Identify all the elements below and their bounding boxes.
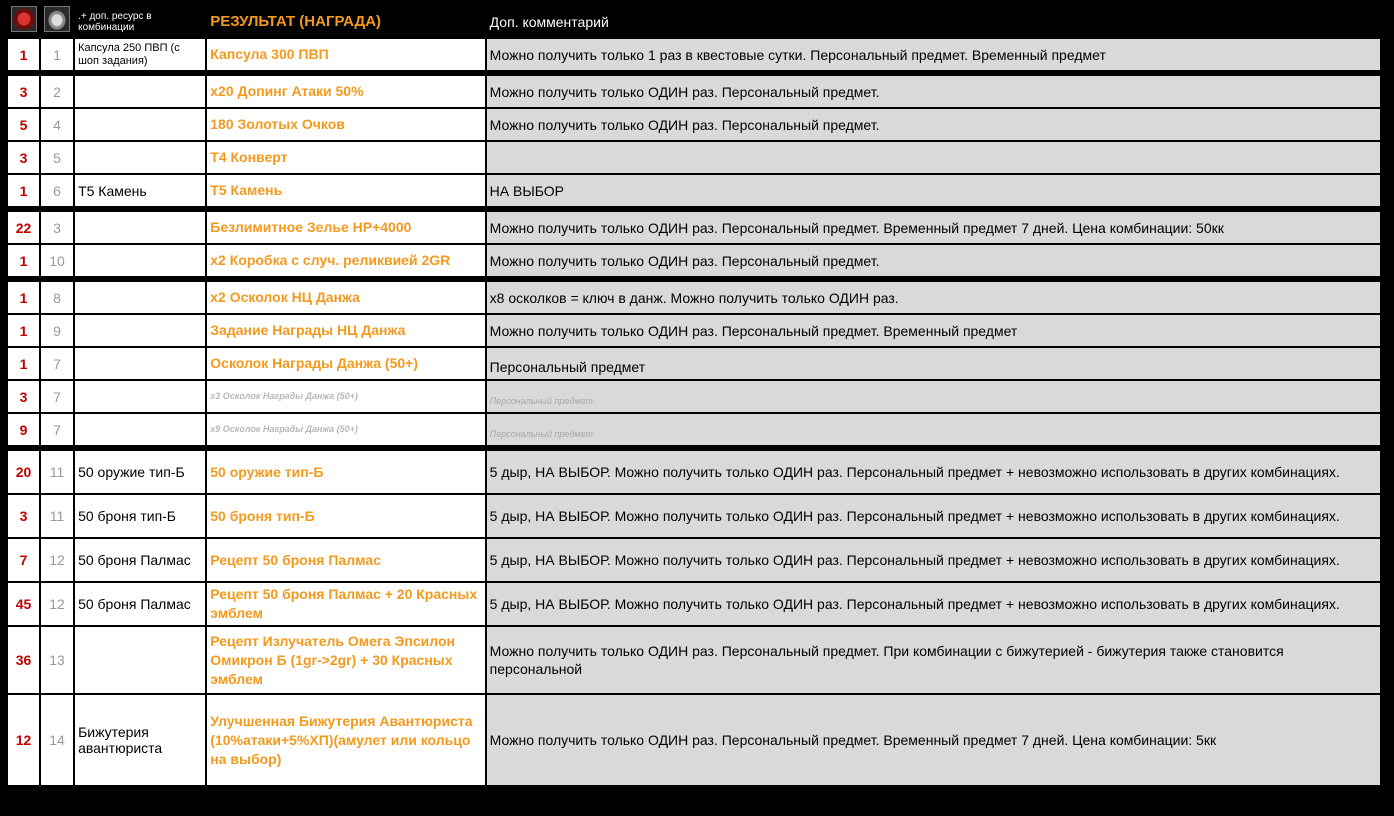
rewards-table xyxy=(6,4,1382,787)
row-count: 12 xyxy=(8,695,39,785)
row-result: 50 оружие тип-Б xyxy=(207,451,484,493)
table-row xyxy=(8,212,1380,243)
row-count: 5 xyxy=(8,109,39,140)
row-extra-resource: 50 броня тип-Б xyxy=(75,495,205,537)
row-comment: Можно получить только ОДИН раз. Персональный предмет. При комбинации с бижутерией - бижутерия также становится персональной xyxy=(487,627,1380,693)
row-id: 1 xyxy=(41,39,73,70)
table-row xyxy=(8,495,1380,537)
row-result: Т5 Камень xyxy=(207,175,484,206)
row-count: 20 xyxy=(8,451,39,493)
row-result: Улучшенная Бижутерия Авантюриста (10%атаки+5%ХП)(амулет или кольцо на выбор) xyxy=(207,695,484,785)
row-extra-resource xyxy=(75,142,205,173)
row-id: 13 xyxy=(41,627,73,693)
row-id: 3 xyxy=(41,212,73,243)
row-comment: 5 дыр, НА ВЫБОР. Можно получить только ОДИН раз. Персональный предмет + невозможно использовать в других комбинациях. xyxy=(487,539,1380,581)
row-extra-resource: 50 броня Палмас xyxy=(75,583,205,625)
row-result: Безлимитное Зелье HP+4000 xyxy=(207,212,484,243)
row-count: 36 xyxy=(8,627,39,693)
row-extra-resource: 50 оружие тип-Б xyxy=(75,451,205,493)
row-result: Капсула 300 ПВП xyxy=(207,39,484,70)
row-comment: 5 дыр, НА ВЫБОР. Можно получить только ОДИН раз. Персональный предмет + невозможно использовать в других комбинациях. xyxy=(487,583,1380,625)
row-extra-resource xyxy=(75,348,205,379)
table-row xyxy=(8,414,1380,445)
table-row xyxy=(8,76,1380,107)
row-extra-resource xyxy=(75,381,205,412)
row-id: 11 xyxy=(41,495,73,537)
group-divider xyxy=(8,278,1380,280)
row-count: 1 xyxy=(8,348,39,379)
row-result: x9 Осколок Награды Данжа (50+) xyxy=(207,414,484,445)
gem-stone-icon xyxy=(44,6,70,32)
row-result: x3 Осколок Награды Данжа (50+) xyxy=(207,381,484,412)
table-row xyxy=(8,245,1380,276)
row-count: 1 xyxy=(8,315,39,346)
row-id: 2 xyxy=(41,76,73,107)
row-count: 3 xyxy=(8,142,39,173)
row-extra-resource xyxy=(75,212,205,243)
row-comment: Можно получить только ОДИН раз. Персональный предмет. xyxy=(487,109,1380,140)
row-comment: 5 дыр, НА ВЫБОР. Можно получить только ОДИН раз. Персональный предмет + невозможно использовать в других комбинациях. xyxy=(487,495,1380,537)
row-id: 12 xyxy=(41,583,73,625)
row-id: 7 xyxy=(41,348,73,379)
table-row xyxy=(8,315,1380,346)
row-comment: Можно получить только 1 раз в квестовые сутки. Персональный предмет. Временный предмет xyxy=(487,39,1380,70)
table-row xyxy=(8,282,1380,313)
row-id: 12 xyxy=(41,539,73,581)
header-row xyxy=(8,6,1380,37)
row-result: 180 Золотых Очков xyxy=(207,109,484,140)
row-extra-resource xyxy=(75,76,205,107)
row-comment: НА ВЫБОР xyxy=(487,175,1380,206)
row-result: Рецепт Излучатель Омега Эпсилон Омикрон Б (1gr->2gr) + 30 Красных эмблем xyxy=(207,627,484,693)
row-id: 9 xyxy=(41,315,73,346)
row-result: Т4 Конверт xyxy=(207,142,484,173)
row-count: 1 xyxy=(8,39,39,70)
row-comment: Можно получить только ОДИН раз. Персональный предмет. Временный предмет 7 дней. Цена комбинации: 5кк xyxy=(487,695,1380,785)
rewards-table-sheet xyxy=(6,6,1382,787)
row-extra-resource: Бижутерия авантюриста xyxy=(75,695,205,785)
row-extra-resource: Капсула 250 ПВП (с шоп задания) xyxy=(75,39,205,70)
header-comment: Доп. комментарий xyxy=(487,6,1380,37)
row-count: 3 xyxy=(8,495,39,537)
header-extra-resource: .+ доп. ресурс в комбинации xyxy=(75,6,205,37)
row-extra-resource xyxy=(75,109,205,140)
row-id: 5 xyxy=(41,142,73,173)
row-count: 1 xyxy=(8,282,39,313)
row-count: 22 xyxy=(8,212,39,243)
row-extra-resource xyxy=(75,315,205,346)
row-comment: x8 осколков = ключ в данж. Можно получить только ОДИН раз. xyxy=(487,282,1380,313)
table-row xyxy=(8,451,1380,493)
row-count: 45 xyxy=(8,583,39,625)
table-row xyxy=(8,175,1380,206)
row-id: 8 xyxy=(41,282,73,313)
table-row xyxy=(8,109,1380,140)
row-result: x2 Коробка с случ. реликвией 2GR xyxy=(207,245,484,276)
row-count: 1 xyxy=(8,175,39,206)
table-row xyxy=(8,381,1380,412)
row-comment: Персональный предмет xyxy=(487,348,1380,379)
row-result: Рецепт 50 броня Палмас + 20 Красных эмблем xyxy=(207,583,484,625)
group-divider xyxy=(8,72,1380,74)
row-id: 14 xyxy=(41,695,73,785)
row-comment: Можно получить только ОДИН раз. Персональный предмет. xyxy=(487,76,1380,107)
header-id-cell xyxy=(41,6,73,37)
table-row xyxy=(8,142,1380,173)
row-extra-resource xyxy=(75,414,205,445)
table-row xyxy=(8,539,1380,581)
table-row xyxy=(8,583,1380,625)
row-result: x20 Допинг Атаки 50% xyxy=(207,76,484,107)
table-row xyxy=(8,348,1380,379)
row-comment: Можно получить только ОДИН раз. Персональный предмет. Временный предмет 7 дней. Цена комбинации: 50кк xyxy=(487,212,1380,243)
row-comment: Можно получить только ОДИН раз. Персональный предмет. Временный предмет xyxy=(487,315,1380,346)
row-result: x2 Осколок НЦ Данжа xyxy=(207,282,484,313)
row-extra-resource xyxy=(75,627,205,693)
row-count: 9 xyxy=(8,414,39,445)
row-result: Рецепт 50 броня Палмас xyxy=(207,539,484,581)
row-id: 10 xyxy=(41,245,73,276)
row-id: 11 xyxy=(41,451,73,493)
table-row xyxy=(8,627,1380,693)
header-count-cell xyxy=(8,6,39,37)
row-extra-resource: Т5 Камень xyxy=(75,175,205,206)
table-row xyxy=(8,39,1380,70)
row-extra-resource xyxy=(75,282,205,313)
header-result: РЕЗУЛЬТАТ (НАГРАДА) xyxy=(207,6,484,37)
row-comment: 5 дыр, НА ВЫБОР. Можно получить только ОДИН раз. Персональный предмет + невозможно использовать в других комбинациях. xyxy=(487,451,1380,493)
row-extra-resource: 50 броня Палмас xyxy=(75,539,205,581)
row-comment: Персональный предмет xyxy=(487,414,1380,445)
row-count: 3 xyxy=(8,381,39,412)
row-count: 3 xyxy=(8,76,39,107)
red-circular-emblem-icon xyxy=(11,6,37,32)
group-divider xyxy=(8,447,1380,449)
row-count: 7 xyxy=(8,539,39,581)
table-row xyxy=(8,695,1380,785)
row-id: 7 xyxy=(41,414,73,445)
group-divider xyxy=(8,208,1380,210)
row-comment: Можно получить только ОДИН раз. Персональный предмет. xyxy=(487,245,1380,276)
row-result: Задание Награды НЦ Данжа xyxy=(207,315,484,346)
row-comment xyxy=(487,142,1380,173)
row-count: 1 xyxy=(8,245,39,276)
row-extra-resource xyxy=(75,245,205,276)
row-id: 4 xyxy=(41,109,73,140)
row-result: 50 броня тип-Б xyxy=(207,495,484,537)
row-id: 6 xyxy=(41,175,73,206)
row-id: 7 xyxy=(41,381,73,412)
row-result: Осколок Награды Данжа (50+) xyxy=(207,348,484,379)
row-comment: Персональный предмет xyxy=(487,381,1380,412)
